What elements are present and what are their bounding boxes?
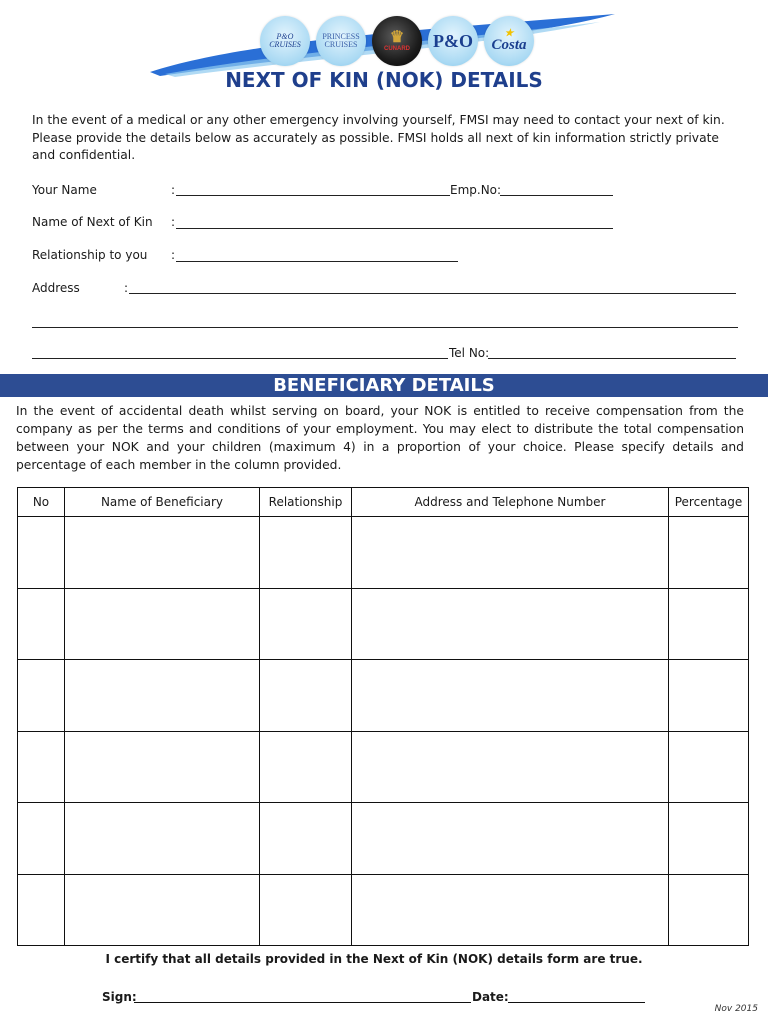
colon: : — [171, 183, 176, 197]
nok-name-field[interactable] — [176, 228, 613, 229]
relationship-cell[interactable] — [260, 803, 352, 875]
table-row — [18, 588, 749, 660]
cunard-logo: ♛ CUNARD — [372, 16, 422, 66]
no-cell[interactable] — [18, 588, 65, 660]
colon: : — [171, 248, 176, 262]
column-header-name: Name of Beneficiary — [65, 488, 260, 517]
table-row — [18, 660, 749, 732]
tel-no-field[interactable] — [488, 358, 736, 359]
address-telephone-cell[interactable] — [352, 517, 669, 589]
relationship-cell[interactable] — [260, 731, 352, 803]
beneficiary-table — [17, 487, 749, 946]
column-header-no: No — [18, 488, 65, 517]
address-field-line-1[interactable] — [129, 293, 736, 294]
column-header-relationship: Relationship — [260, 488, 352, 517]
no-cell[interactable] — [18, 803, 65, 875]
princess-cruises-logo: PRINCESS CRUISES — [316, 16, 366, 66]
sign-label: Sign: — [102, 990, 137, 1004]
beneficiary-name-cell[interactable] — [65, 517, 260, 589]
no-cell[interactable] — [18, 517, 65, 589]
po-logo: P&O — [428, 16, 478, 66]
sign-field[interactable] — [134, 1002, 471, 1003]
emp-no-field[interactable] — [500, 195, 613, 196]
nok-name-label: Name of Next of Kin — [32, 215, 153, 229]
table-row — [18, 517, 749, 589]
percentage-cell[interactable] — [669, 803, 749, 875]
intro-paragraph: In the event of a medical or any other emergency involving yourself, FMSI may need to contact your next of kin. Please provide the details below as accurately as possible. FMSI holds all next of kin information strictly private and confidential. — [32, 113, 725, 162]
percentage-cell[interactable] — [669, 588, 749, 660]
relationship-cell[interactable] — [260, 588, 352, 660]
table-row — [18, 803, 749, 875]
emp-no-label: Emp.No: — [450, 183, 502, 197]
beneficiary-description: In the event of accidental death whilst serving on board, your NOK is entitled to receive compensation from the company as per the terms and conditions of your employment. You may elect to distribute the total compensation between your NOK and your children (maximum 4) in a proportion of your choice. Please specify details and percentage of each member in the column provided. — [16, 404, 744, 472]
no-cell[interactable] — [18, 731, 65, 803]
footer-date: Nov 2015 — [714, 1004, 758, 1014]
column-header-percentage: Percentage — [669, 488, 749, 517]
star-icon: ★ — [504, 27, 514, 39]
section-heading: BENEFICIARY DETAILS — [273, 375, 495, 396]
table-row — [18, 874, 749, 946]
tel-no-label: Tel No: — [449, 346, 490, 360]
certification-statement: I certify that all details provided in the Next of Kin (NOK) details form are true. — [105, 952, 643, 966]
date-field[interactable] — [508, 1002, 645, 1003]
table-row — [18, 731, 749, 803]
percentage-cell[interactable] — [669, 660, 749, 732]
relationship-cell[interactable] — [260, 517, 352, 589]
po-cruises-logo: P&O CRUISES — [260, 16, 310, 66]
address-telephone-cell[interactable] — [352, 588, 669, 660]
address-telephone-cell[interactable] — [352, 660, 669, 732]
beneficiary-name-cell[interactable] — [65, 588, 260, 660]
no-cell[interactable] — [18, 660, 65, 732]
relationship-cell[interactable] — [260, 874, 352, 946]
address-telephone-cell[interactable] — [352, 731, 669, 803]
address-telephone-cell[interactable] — [352, 874, 669, 946]
table-header-row — [18, 488, 749, 517]
no-cell[interactable] — [18, 874, 65, 946]
beneficiary-name-cell[interactable] — [65, 803, 260, 875]
your-name-field[interactable] — [176, 195, 450, 196]
relationship-label: Relationship to you — [32, 248, 148, 262]
relationship-cell[interactable] — [260, 660, 352, 732]
beneficiary-name-cell[interactable] — [65, 731, 260, 803]
percentage-cell[interactable] — [669, 517, 749, 589]
address-field-line-2[interactable] — [32, 327, 738, 328]
beneficiary-name-cell[interactable] — [65, 660, 260, 732]
percentage-cell[interactable] — [669, 731, 749, 803]
column-header-address: Address and Telephone Number — [352, 488, 669, 517]
costa-logo: ★ Costa — [484, 16, 534, 66]
colon: : — [171, 215, 176, 229]
relationship-field[interactable] — [176, 261, 458, 262]
address-label: Address — [32, 281, 80, 295]
beneficiary-name-cell[interactable] — [65, 874, 260, 946]
address-field-line-3[interactable] — [32, 358, 448, 359]
your-name-label: Your Name — [32, 183, 97, 197]
address-telephone-cell[interactable] — [352, 803, 669, 875]
crest-icon: ♛ — [389, 29, 405, 46]
date-label: Date: — [472, 990, 509, 1004]
colon: : — [124, 281, 129, 295]
percentage-cell[interactable] — [669, 874, 749, 946]
table-body — [18, 517, 749, 946]
page-title: NEXT OF KIN (NOK) DETAILS — [225, 68, 543, 92]
